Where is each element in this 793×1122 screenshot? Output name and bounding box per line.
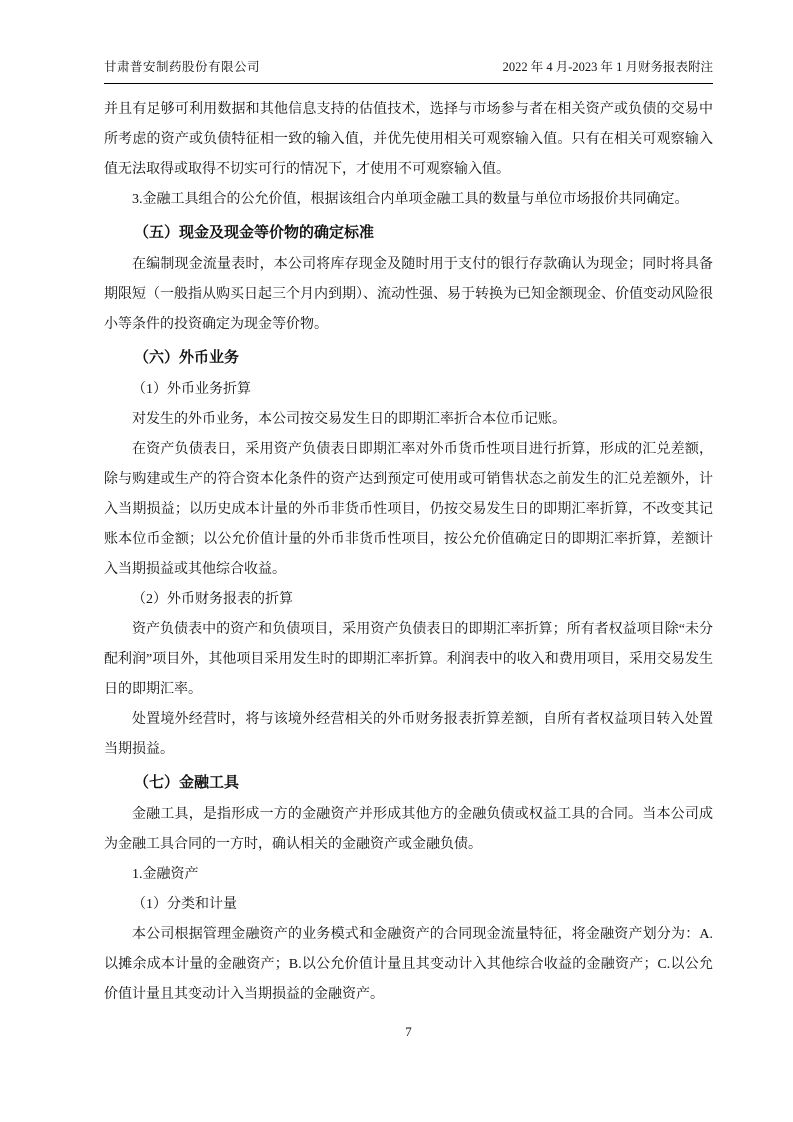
paragraph: （2）外币财务报表的折算 <box>132 592 293 607</box>
paragraph: 处置境外经营时，将与该境外经营相关的外币财务报表折算差额，自所有者权益项目转入处置当期损益。 <box>104 712 713 757</box>
paragraph: 金融工具，是指形成一方的金融资产并形成其他方的金融负债或权益工具的合同。当本公司成为金融工具合同的一方时，确认相关的金融资产或金融负债。 <box>104 807 713 852</box>
page-header <box>104 58 713 84</box>
paragraph: 3.金融工具组合的公允价值，根据该组合内单项金融工具的数量与单位市场报价共同确定。 <box>132 192 689 207</box>
paragraph: 1.金融资产 <box>132 867 199 882</box>
paragraph: 本公司根据管理金融资产的业务模式和金融资产的合同现金流量特征，将金融资产划分为：A.以摊余成本计量的金融资产；B.以公允价值计量且其变动计入其他综合收益的金融资产；C.以公允价值计量且其变动计入当期损益的金融资产。 <box>104 927 713 1002</box>
section-heading: （七）金融工具 <box>134 775 240 791</box>
document-body <box>104 84 713 1010</box>
section-heading: （五）现金及现金等价物的确定标准 <box>134 225 375 241</box>
company-name: 甘肃普安制药股份有限公司 <box>104 60 261 74</box>
paragraph: 并且有足够可利用数据和其他信息支持的估值技术，选择与市场参与者在相关资产或负债的交易中所考虑的资产或负债特征相一致的输入值，并优先使用相关可观察输入值。只有在相关可观察输入值无法取得或取得不切实可行的情况下，才使用不可观察输入值。 <box>104 102 713 177</box>
paragraph: （1）外币业务折算 <box>132 382 251 397</box>
page-footer <box>104 1024 713 1040</box>
paragraph: 在资产负债表日，采用资产负债表日即期汇率对外币货币性项目进行折算，形成的汇兑差额，除与购建或生产的符合资本化条件的资产达到预定可使用或可销售状态之前发生的汇兑差额外，计入当期损益；以历史成本计量的外币非货币性项目，仍按交易发生日的即期汇率折算，不改变其记账本位币金额；以公允价值计量的外币非货币性项目，按公允价值确定日的即期汇率折算，差额计入当期损益或其他综合收益。 <box>104 442 713 577</box>
paragraph: 对发生的外币业务，本公司按交易发生日的即期汇率折合本位币记账。 <box>132 412 566 427</box>
page-number: 7 <box>405 1024 412 1039</box>
report-title: 2022 年 4 月-2023 年 1 月财务报表附注 <box>502 60 713 74</box>
section-heading: （六）外币业务 <box>134 350 240 366</box>
paragraph: 资产负债表中的资产和负债项目，采用资产负债表日的即期汇率折算；所有者权益项目除“未分配利润”项目外，其他项目采用发生时的即期汇率折算。利润表中的收入和费用项目，采用交易发生日的即期汇率。 <box>104 622 713 697</box>
paragraph: 在编制现金流量表时，本公司将库存现金及随时用于支付的银行存款确认为现金；同时将具备期限短（一般指从购买日起三个月内到期）、流动性强、易于转换为已知金额现金、价值变动风险很小等条件的投资确定为现金等价物。 <box>104 257 713 332</box>
paragraph: （1）分类和计量 <box>132 897 237 912</box>
